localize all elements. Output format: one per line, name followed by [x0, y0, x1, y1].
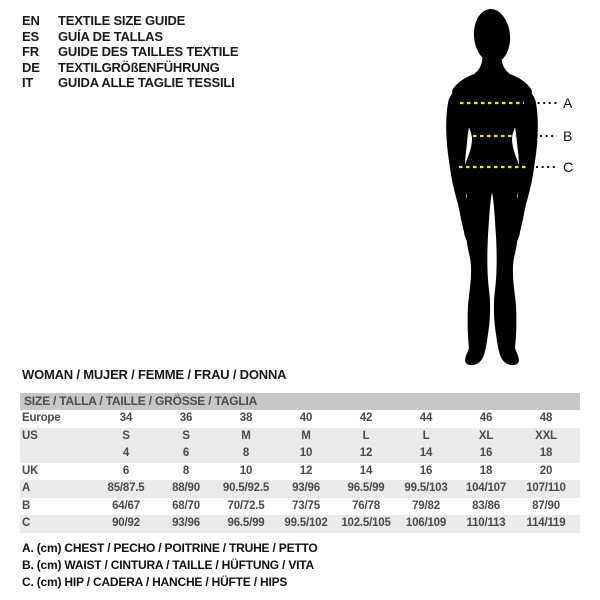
- language-row: [22, 13, 238, 29]
- table-cell: 14: [359, 464, 373, 477]
- table-cell: 48: [539, 412, 553, 424]
- marker-label-chest: A: [563, 95, 573, 111]
- size-table-body: [20, 410, 580, 533]
- table-cell: 87/90: [532, 499, 560, 512]
- table-cell: M: [241, 429, 251, 442]
- language-title-list: [22, 13, 238, 91]
- table-cell: 90/92: [112, 517, 140, 529]
- table-row: [20, 463, 580, 481]
- marker-label-hip: C: [563, 159, 574, 175]
- legend-line: A. (cm) CHEST / PECHO / POITRINE / TRUHE / PETTO: [22, 541, 318, 555]
- table-cell: 14: [419, 447, 433, 459]
- language-title: GUIDA ALLE TAGLIE TESSILI: [58, 75, 235, 91]
- language-title: TEXTILE SIZE GUIDE: [58, 13, 186, 28]
- table-cell: 12: [299, 464, 313, 477]
- table-cell: 10: [239, 464, 253, 477]
- table-cell: 99.5/102: [284, 517, 328, 529]
- row-label: UK: [22, 464, 39, 477]
- measurement-legend: [22, 540, 318, 592]
- table-cell: 85/87.5: [107, 482, 145, 494]
- row-label: C: [22, 517, 31, 529]
- language-row: [22, 60, 238, 76]
- table-cell: 88/90: [172, 482, 200, 494]
- legend-line: B. (cm) WAIST / CINTURA / TAILLE / HÜFTUNG / VITA: [22, 558, 314, 573]
- table-cell: 34: [119, 412, 133, 424]
- table-row: [20, 410, 580, 428]
- table-cell: 12: [359, 447, 373, 459]
- language-title: GUIDE DES TAILLES TEXTILE: [58, 44, 239, 60]
- row-label: [20, 445, 96, 463]
- language-code: FR: [22, 44, 39, 60]
- legend-line: C. (cm) HIP / CADERA / HANCHE / HÜFTE / HIPS: [22, 575, 288, 590]
- table-cell: 44: [419, 412, 433, 424]
- table-cell: 96.5/99: [227, 517, 265, 529]
- table-cell: 73/75: [292, 499, 320, 512]
- row-label: Europe: [22, 412, 61, 424]
- table-cell: S: [182, 429, 190, 442]
- table-cell: 110/113: [466, 517, 506, 529]
- language-row: [22, 29, 238, 45]
- table-row: [20, 480, 580, 498]
- table-cell: XXL: [535, 429, 557, 442]
- table-row: [20, 445, 580, 463]
- table-cell: L: [362, 429, 370, 442]
- table-cell: 16: [479, 447, 493, 459]
- table-cell: 96.5/99: [347, 482, 385, 494]
- table-cell: 38: [239, 412, 253, 424]
- language-code: EN: [22, 13, 40, 28]
- table-cell: 8: [182, 464, 190, 477]
- table-cell: 68/70: [172, 499, 200, 512]
- table-cell: 93/96: [172, 517, 200, 529]
- language-row: [22, 75, 238, 91]
- language-code: ES: [22, 28, 39, 44]
- table-row: [20, 515, 580, 533]
- table-cell: 6: [182, 447, 190, 459]
- silhouette-svg: [380, 0, 600, 380]
- table-cell: 18: [479, 464, 493, 477]
- table-cell: 107/110: [526, 482, 566, 494]
- size-table: [20, 393, 580, 533]
- section-title-woman: WOMAN / MUJER / FEMME / FRAU / DONNA: [22, 367, 287, 382]
- table-cell: 106/109: [405, 517, 447, 529]
- table-cell: 8: [242, 447, 250, 459]
- table-cell: 40: [299, 412, 313, 424]
- table-cell: XL: [478, 429, 494, 442]
- table-cell: 83/86: [472, 499, 500, 512]
- table-cell: 36: [179, 412, 193, 424]
- table-cell: 16: [419, 464, 433, 477]
- table-cell: 76/78: [352, 499, 380, 512]
- table-cell: 46: [479, 412, 493, 424]
- table-cell: 20: [539, 464, 553, 477]
- table-cell: 6: [122, 464, 130, 477]
- language-code: IT: [22, 75, 34, 91]
- table-cell: 42: [359, 412, 373, 424]
- size-table-header: SIZE / TALLA / TAILLE / GRÖSSE / TAGLIA: [20, 393, 580, 410]
- table-cell: 64/67: [112, 499, 140, 512]
- table-cell: 18: [539, 447, 553, 459]
- woman-silhouette-figure: [380, 0, 600, 380]
- table-cell: S: [122, 429, 130, 442]
- language-row: [22, 44, 238, 60]
- table-cell: 104/107: [465, 482, 507, 494]
- table-cell: 70/72.5: [227, 499, 265, 512]
- table-cell: 79/82: [412, 499, 440, 512]
- language-title: GUÍA DE TALLAS: [58, 28, 163, 44]
- table-cell: M: [301, 429, 311, 442]
- marker-label-waist: B: [563, 128, 573, 144]
- row-label: B: [22, 499, 31, 512]
- table-row: [20, 428, 580, 446]
- table-cell: 4: [122, 447, 130, 459]
- language-code: DE: [22, 59, 40, 75]
- row-label: US: [22, 429, 38, 442]
- row-label: A: [22, 482, 31, 494]
- table-cell: 99.5/103: [404, 482, 448, 494]
- table-cell: 90.5/92.5: [222, 482, 270, 494]
- language-title: TEXTILGRÖßENFÜHRUNG: [58, 59, 220, 75]
- table-cell: 10: [299, 447, 313, 459]
- table-cell: 114/119: [526, 517, 566, 529]
- table-row: [20, 498, 580, 516]
- table-cell: 93/96: [292, 482, 320, 494]
- table-cell: L: [422, 429, 430, 442]
- table-cell: 102.5/105: [341, 517, 391, 529]
